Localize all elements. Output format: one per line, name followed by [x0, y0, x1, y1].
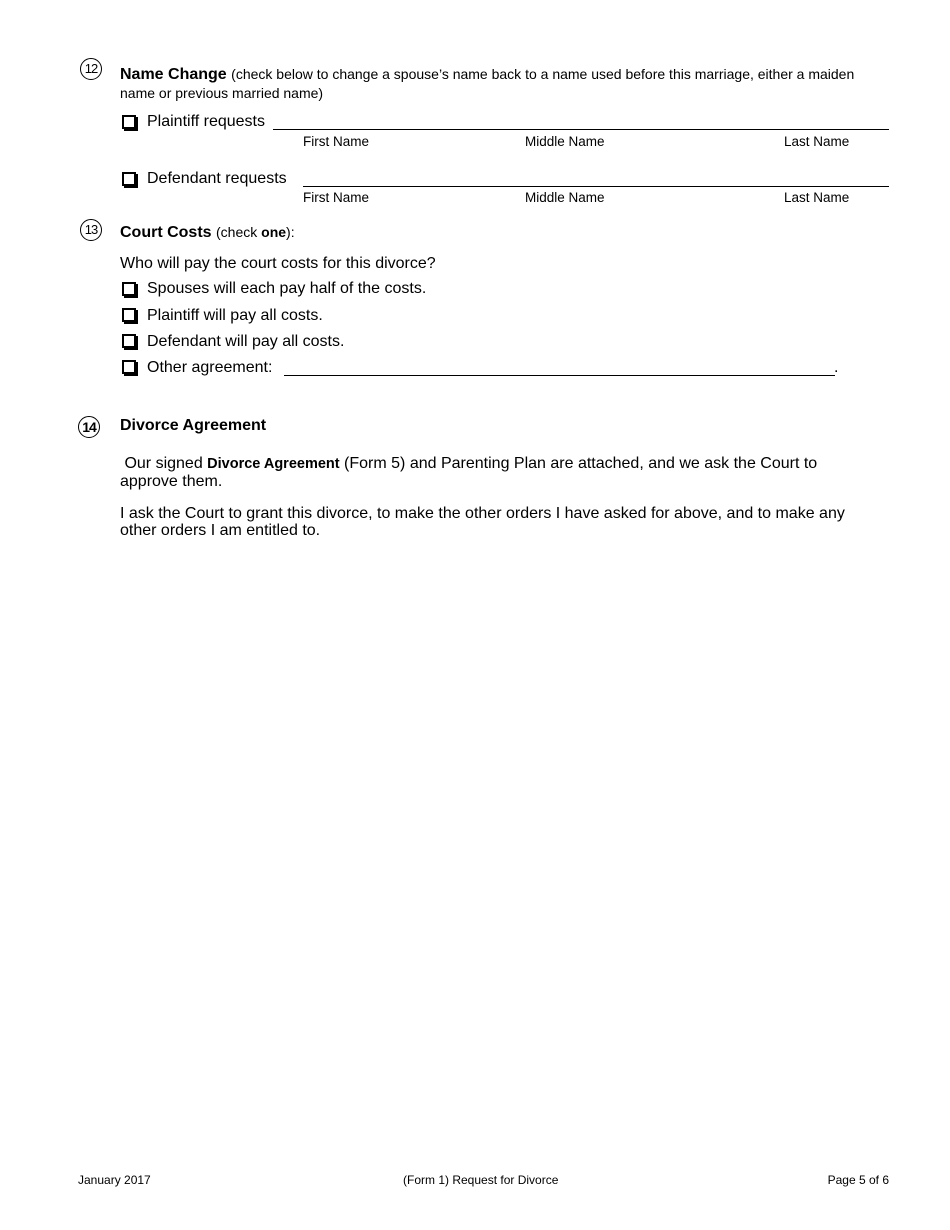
other-agreement-field[interactable]: [284, 361, 835, 376]
section-14-number: 14: [78, 416, 100, 438]
defendant-pays-checkbox[interactable]: [122, 334, 136, 348]
section-12-hint: (check below to change a spouse’s name back to a name used before this marriage, either a maiden name or previous married name): [120, 66, 855, 101]
plaintiff-name-field[interactable]: [273, 129, 889, 130]
section-13-hint-suffix: ):: [286, 224, 295, 240]
divorce-agreement-paragraph: [120, 455, 860, 490]
section-13-hint-bold: one: [261, 224, 287, 240]
plaintiff-first-name-caption: First Name: [303, 134, 370, 149]
para1-suffix: (Form 5) and Parenting Plan are attached, and we ask the Court to approve them.: [120, 455, 818, 490]
para1-bold: Divorce Agreement: [207, 456, 340, 472]
section-12-title: Name Change: [120, 66, 227, 83]
plaintiff-last-name-caption: Last Name: [784, 134, 850, 149]
plaintiff-pays-checkbox[interactable]: [122, 308, 136, 322]
section-13-hint-prefix: (check: [216, 224, 262, 240]
other-agreement-checkbox[interactable]: [122, 360, 136, 374]
plaintiff-requests-checkbox[interactable]: [122, 115, 136, 129]
costs-split-label: Spouses will each pay half of the costs.: [147, 280, 427, 297]
defendant-first-name-caption: First Name: [303, 190, 370, 205]
footer-form-title: (Form 1) Request for Divorce: [403, 1173, 559, 1187]
para1-prefix: Our signed: [124, 455, 208, 472]
plaintiff-middle-name-caption: Middle Name: [525, 134, 605, 149]
defendant-pays-label: Defendant will pay all costs.: [147, 333, 345, 350]
defendant-name-field[interactable]: [303, 186, 889, 187]
other-agreement-period: .: [834, 359, 839, 376]
defendant-requests-checkbox[interactable]: [122, 172, 136, 186]
court-costs-question: Who will pay the court costs for this divorce?: [120, 255, 436, 272]
section-14-title: Divorce Agreement: [120, 417, 267, 434]
defendant-last-name-caption: Last Name: [784, 190, 850, 205]
costs-split-checkbox[interactable]: [122, 282, 136, 296]
section-12-number: 12: [80, 58, 102, 80]
plaintiff-pays-label: Plaintiff will pay all costs.: [147, 307, 323, 324]
section-13-number: 13: [80, 219, 102, 241]
defendant-requests-label: Defendant requests: [147, 170, 287, 187]
plaintiff-requests-label: Plaintiff requests: [147, 113, 265, 130]
request-paragraph: I ask the Court to grant this divorce, to make the other orders I have asked for above, and to make any other orders I am entitled to.: [120, 505, 845, 539]
other-agreement-label: Other agreement:: [147, 359, 273, 376]
footer-date: January 2017: [78, 1173, 151, 1187]
defendant-middle-name-caption: Middle Name: [525, 190, 605, 205]
section-13-title: Court Costs: [120, 224, 212, 241]
section-13-header: [120, 224, 295, 242]
footer-page-number: Page 5 of 6: [827, 1173, 889, 1187]
section-12-header: [120, 65, 870, 103]
